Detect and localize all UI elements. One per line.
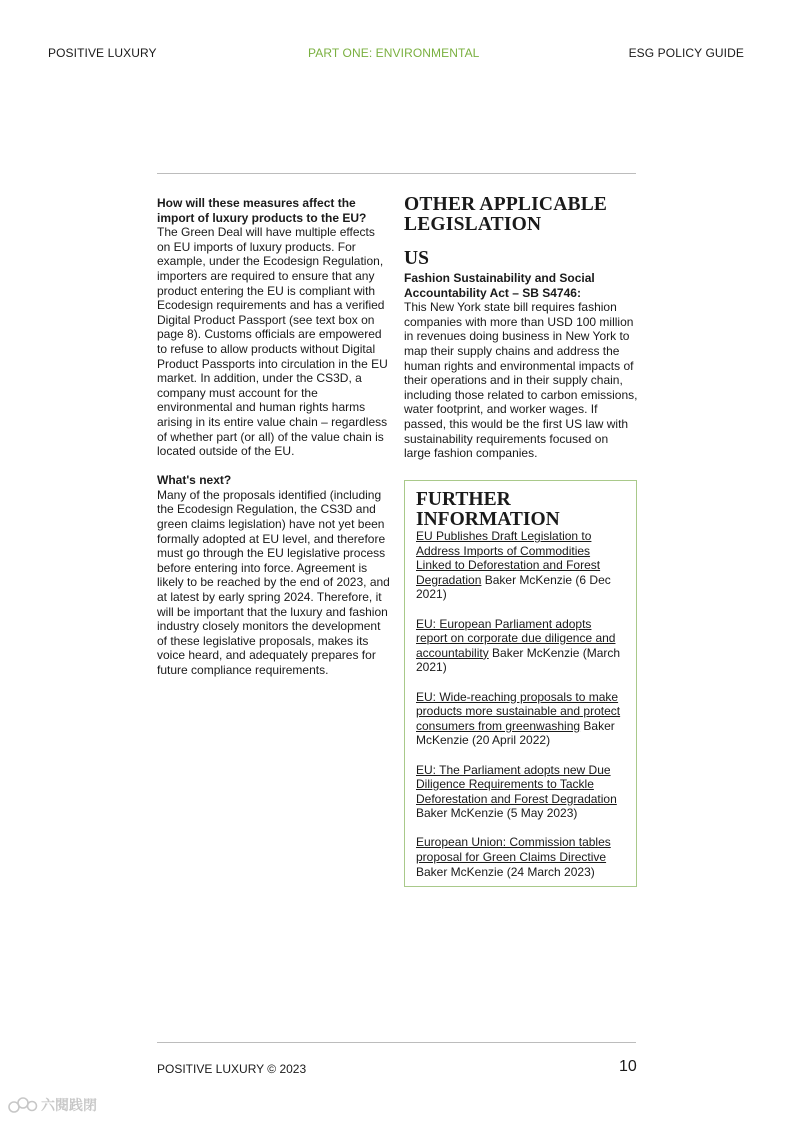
us-subheading: US bbox=[404, 248, 429, 269]
watermark-text: 六閱践閉 bbox=[41, 1097, 97, 1113]
further-info-link[interactable]: EU: The Parliament adopts new Due Diligence Requirements to Tackle Deforestation and Forest Degradation bbox=[416, 762, 617, 806]
further-info-source: Baker McKenzie (24 March 2023) bbox=[416, 864, 595, 879]
list-item bbox=[416, 763, 625, 821]
further-info-link[interactable]: European Union: Commission tables proposal for Green Claims Directive bbox=[416, 835, 611, 865]
header-section-title: PART ONE: ENVIRONMENTAL bbox=[308, 46, 480, 60]
further-info-source: Baker McKenzie (6 Dec 2021) bbox=[416, 572, 611, 602]
further-info-link[interactable]: EU: Wide-reaching proposals to make products more sustainable and protect consumers from greenwashing bbox=[416, 689, 621, 733]
further-info-link[interactable]: EU Publishes Draft Legislation to Address Imports of Commodities Linked to Deforestation and Forest Degradation bbox=[416, 529, 601, 587]
further-info-source: Baker McKenzie (March 2021) bbox=[416, 645, 621, 675]
bottom-divider bbox=[157, 1042, 636, 1043]
watermark-glyph-icon bbox=[8, 1096, 38, 1114]
page-number: 10 bbox=[619, 1058, 637, 1075]
further-info-link[interactable]: EU: European Parliament adopts report on corporate due diligence and accountability bbox=[416, 616, 616, 660]
footer-copyright: POSITIVE LUXURY © 2023 bbox=[157, 1062, 307, 1076]
header-guide-title: ESG POLICY GUIDE bbox=[628, 46, 744, 60]
right-column bbox=[404, 195, 638, 461]
act-description: This New York state bill requires fashion companies with more than USD 100 million in revenues doing business in New York to map their supply chains and address the human rights and environmental impacts of their operations and in their supply chain, including those related to carbon emissions, water footprint, and worker wages. If passed, this would be the first US law with sustainability requirements focused on large fashion companies. bbox=[404, 300, 638, 461]
list-item bbox=[416, 835, 625, 879]
section-whats-next bbox=[157, 473, 391, 677]
list-item bbox=[416, 690, 625, 748]
question-import-effects: How will these measures affect the import of luxury products to the EU? bbox=[157, 196, 367, 225]
further-info-source: Baker McKenzie (5 May 2023) bbox=[416, 806, 578, 821]
list-item bbox=[416, 617, 625, 675]
left-column bbox=[157, 196, 391, 692]
section-import-effects bbox=[157, 196, 391, 459]
paragraph-import-effects: The Green Deal will have multiple effects on EU imports of luxury products. For example, under the Ecodesign Regulation, importers are required to ensure that any product entering the EU is compliant with Ecodesign requirements and has a verified Digital Product Passport (see text box on page 8). Customs officials are empowered to refuse to allow products without Digital Product Passports into circulation in the EU market. In addition, under the CS3D, a company must account for the environmental and human rights harms arising in its entire value chain – regardless of whether part (or all) of the value chain is located outside of the EU. bbox=[157, 225, 388, 459]
act-title: Fashion Sustainability and Social Accountability Act – SB S4746: bbox=[404, 271, 595, 300]
further-information-title: FURTHER INFORMATION bbox=[416, 489, 560, 530]
list-item bbox=[416, 529, 625, 602]
paragraph-whats-next: Many of the proposals identified (including the Ecodesign Regulation, the CS3D and green claims legislation) have not yet been formally adopted at EU level, and therefore must go through the EU legislative process before entering into force. Agreement is likely to be reached by the end of 2023, and at latest by early spring 2024. Therefore, it will be important that the luxury and fashion industry closely monitors the development of these legislative proposals, makes its voice heard, and adequately prepares for future compliance requirements. bbox=[157, 487, 390, 677]
header-brand: POSITIVE LUXURY bbox=[48, 46, 157, 60]
other-legislation-heading: OTHER APPLICABLE LEGISLATION bbox=[404, 194, 608, 235]
further-information-box bbox=[404, 480, 637, 887]
question-whats-next: What's next? bbox=[157, 473, 232, 488]
watermark-logo bbox=[8, 1095, 97, 1115]
top-divider bbox=[157, 173, 636, 174]
further-info-source: Baker McKenzie (20 April 2022) bbox=[416, 718, 615, 748]
